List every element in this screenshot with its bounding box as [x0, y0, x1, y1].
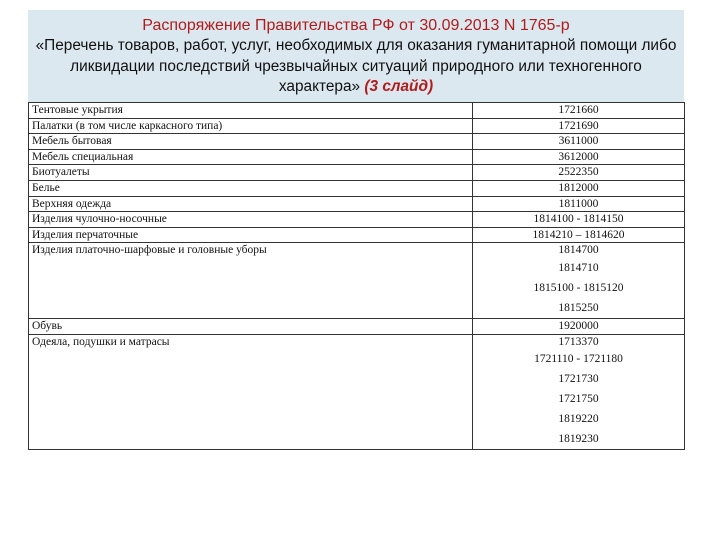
okp-code: 1812000	[558, 181, 599, 194]
goods-name-cell: Мебель специальная	[29, 149, 473, 165]
okp-code: 1814210 – 1814620	[532, 228, 625, 241]
okp-code: 1814710	[558, 261, 599, 274]
okp-code-cell	[473, 134, 685, 150]
okp-code: 1721660	[558, 104, 599, 116]
table-row	[29, 103, 685, 119]
okp-code-cell	[473, 165, 685, 181]
okp-code: 1721730	[558, 373, 599, 386]
table-row	[29, 134, 685, 150]
table-row	[29, 243, 685, 319]
table-row	[29, 318, 685, 334]
okp-code: 1819230	[558, 433, 599, 446]
slide-subtitle	[28, 36, 684, 98]
slide-header	[28, 10, 684, 102]
table-row	[29, 196, 685, 212]
table-row	[29, 180, 685, 196]
okp-code: 1814100 - 1814150	[533, 213, 624, 226]
okp-code: 1811000	[558, 197, 599, 210]
okp-code: 1721110 - 1721180	[534, 353, 623, 366]
goods-name-cell: Одеяла, подушки и матрасы	[29, 334, 473, 450]
okp-code: 1815250	[558, 301, 599, 314]
okp-code-cell	[473, 149, 685, 165]
okp-code: 1815100 - 1815120	[533, 281, 624, 294]
okp-code: 1713370	[558, 335, 599, 348]
table-row	[29, 212, 685, 228]
goods-name-cell: Обувь	[29, 318, 473, 334]
goods-name-cell: Мебель бытовая	[29, 134, 473, 150]
okp-code: 1721690	[558, 119, 599, 132]
okp-code-cell	[473, 243, 685, 319]
okp-code: 3611000	[558, 135, 599, 148]
table-row	[29, 334, 685, 450]
goods-name-cell: Изделия перчаточные	[29, 227, 473, 243]
goods-name-cell: Белье	[29, 180, 473, 196]
goods-name-cell: Изделия платочно-шарфовые и головные уборы	[29, 243, 473, 319]
okp-code-cell	[473, 196, 685, 212]
okp-code-cell	[473, 118, 685, 134]
okp-code: 3612000	[558, 150, 599, 163]
table-row	[29, 227, 685, 243]
okp-code-cell	[473, 212, 685, 228]
goods-codes-body	[29, 103, 685, 450]
okp-code-cell	[473, 103, 685, 119]
subtitle-text: «Перечень товаров, работ, услуг, необходимых для оказания гуманитарной помощи либо ликвидации последствий чрезвычайных ситуаций природного или техногенного характера»	[35, 37, 677, 95]
goods-name-cell: Верхняя одежда	[29, 196, 473, 212]
okp-code-cell	[473, 180, 685, 196]
okp-code: 1814700	[558, 244, 599, 257]
goods-codes-table	[28, 102, 685, 450]
goods-name-cell: Биотуалеты	[29, 165, 473, 181]
okp-code: 2522350	[558, 166, 599, 179]
okp-code-cell	[473, 318, 685, 334]
table-row	[29, 149, 685, 165]
goods-name-cell: Тентовые укрытия	[29, 103, 473, 119]
okp-code: 1819220	[558, 413, 599, 426]
table-row	[29, 118, 685, 134]
table-row	[29, 165, 685, 181]
goods-name-cell: Палатки (в том числе каркасного типа)	[29, 118, 473, 134]
okp-code-cell	[473, 227, 685, 243]
goods-name-cell: Изделия чулочно-носочные	[29, 212, 473, 228]
slide-number-tag: (3 слайд)	[364, 78, 434, 95]
okp-code-cell	[473, 334, 685, 450]
slide-title: Распоряжение Правительства РФ от 30.09.2013 N 1765-р	[142, 17, 570, 34]
okp-code: 1721750	[558, 393, 599, 406]
okp-code: 1920000	[558, 319, 599, 332]
